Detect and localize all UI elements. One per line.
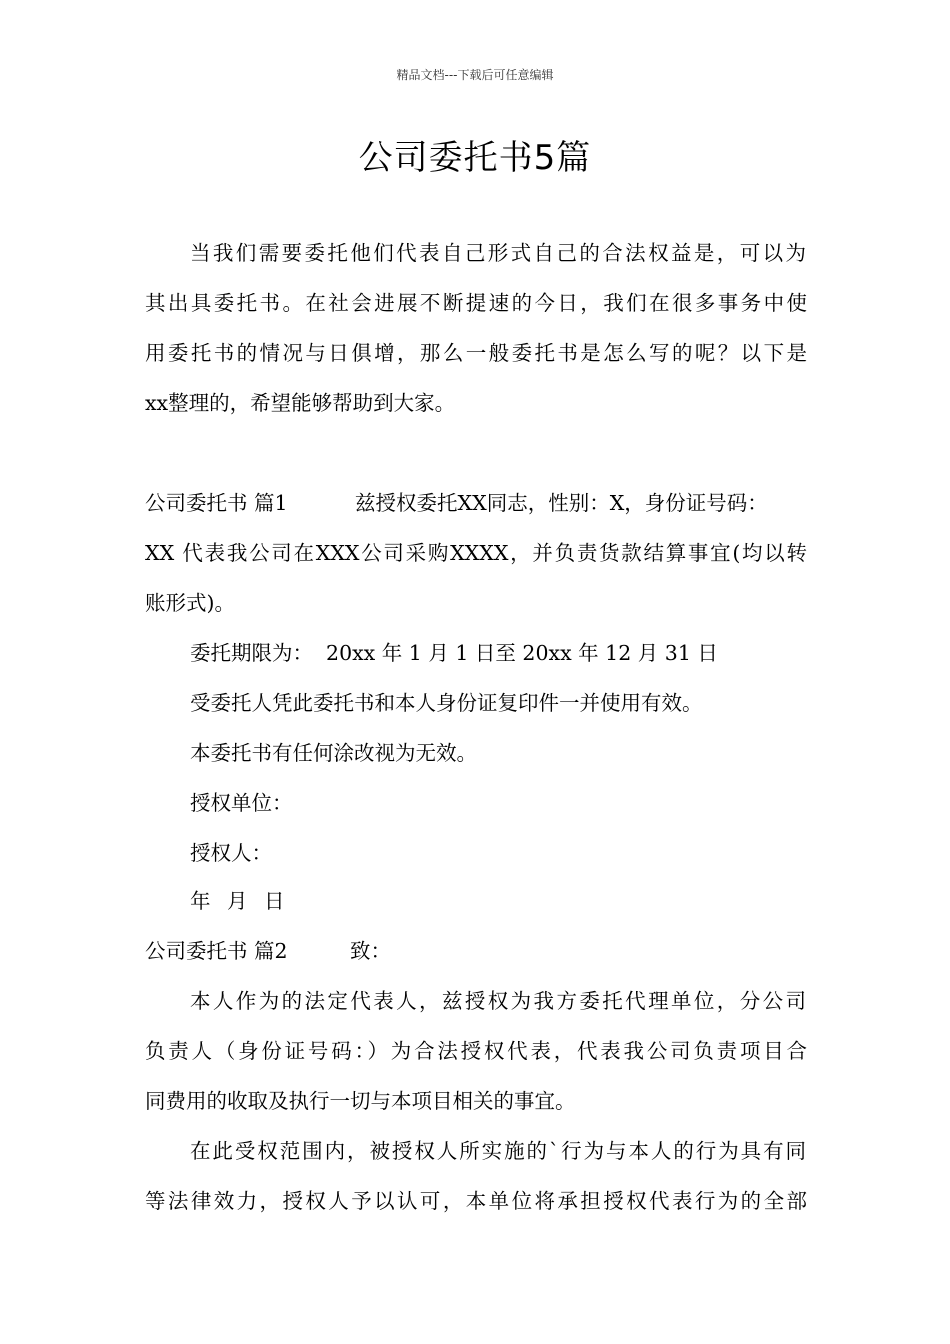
section1-date: 年 月 日	[190, 889, 285, 913]
section2-to: 致：	[350, 939, 391, 963]
section1-line-2: XX 代表我公司在XXX公司采购XXXX，并负责货款结算事宜(均以转	[145, 541, 807, 565]
intro-line-3: 用委托书的情况与日俱增，那么一般委托书是怎么写的呢？以下是	[145, 341, 807, 365]
section2-para1-line-3: 同费用的收取及执行一切与本项目相关的事宜。	[145, 1089, 576, 1113]
section1-valid: 受委托人凭此委托书和本人身份证复印件一并使用有效。	[190, 691, 703, 715]
section1-heading: 公司委托书 篇1	[145, 491, 288, 515]
section1-person: 授权人：	[190, 841, 272, 865]
section1-line-1: 兹授权委托XX同志，性别：X，身份证号码：	[355, 491, 768, 515]
intro-line-4: xx整理的，希望能够帮助到大家。	[145, 391, 456, 415]
section1-void: 本委托书有任何涂改视为无效。	[190, 741, 477, 765]
header-note: 精品文档---下载后可任意编辑	[396, 68, 554, 82]
section2-para1-line-2: 负责人（身份证号码：）为合法授权代表，代表我公司负责项目合	[145, 1039, 807, 1063]
section2-para2-line-2: 等法律效力，授权人予以认可，本单位将承担授权代表行为的全部	[145, 1189, 807, 1213]
section2-heading: 公司委托书 篇2	[145, 939, 288, 963]
intro-line-1: 当我们需要委托他们代表自己形式自己的合法权益是，可以为	[190, 241, 806, 265]
intro-line-2: 其出具委托书。在社会进展不断提速的今日，我们在很多事务中使	[145, 291, 807, 315]
page-title: 公司委托书5篇	[358, 138, 592, 178]
section1-period: 委托期限为： 20xx 年 1 月 1 日至 20xx 年 12 月 31 日	[190, 641, 718, 665]
section2-para1-line-1: 本人作为的法定代表人，兹授权为我方委托代理单位，分公司	[190, 989, 806, 1013]
section1-line-3: 账形式)。	[145, 591, 235, 615]
section2-para2-line-1: 在此受权范围内，被授权人所实施的`行为与本人的行为具有同	[190, 1139, 806, 1163]
section1-unit: 授权单位：	[190, 791, 293, 815]
